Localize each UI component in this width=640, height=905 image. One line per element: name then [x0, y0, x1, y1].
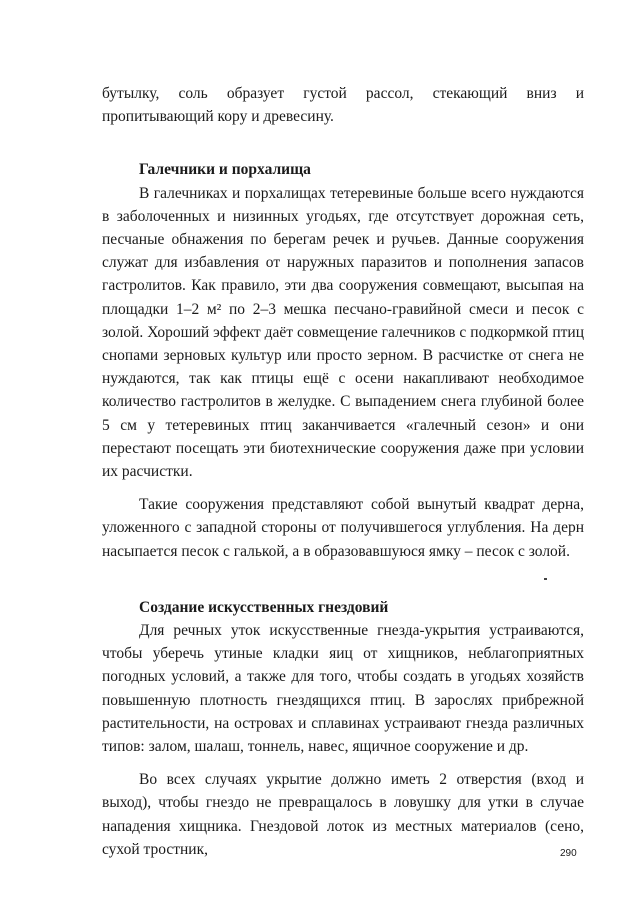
text-block	[102, 82, 584, 861]
section-heading-pebbles: Галечники и порхалища	[139, 161, 311, 179]
intro-paragraph: бутылку, соль образует густой рассол, стекающий вниз и пропитывающий кору и древесину.	[102, 85, 584, 126]
paragraph: Такие сооружения представляют собой вынутый квадрат дерна, уложенного с западной стороны от получившегося углубления. На дерн насыпается песок с галькой, а в образовавшуюся ямку – песок с золой.	[102, 496, 584, 560]
paragraph: В галечниках и порхалищах тетеревиные больше всего нуждаются в заболоченных и низинных угодьях, где отсутствует дорожная сеть, песчаные обнажения по берегам речек и ручьев. Данные сооружения служат для избавления от наружных паразитов и пополнения запасов гастролитов. Как правило, эти два сооружения совмещают, высыпая на площадки 1–2 м² по 2–3 мешка песчано-гравийной смеси и песок с золой. Хороший эффект даёт совмещение галечников с подкормкой птиц снопами зерновых культур или просто зерном. В расчистке от снега не нуждаются, так как птицы ещё с осени накапливают необходимое количество гастролитов в желудке. С выпадением снега глубиной более 5 см у тетеревиных птиц заканчивается «галечный сезон» и они перестают посещать эти биотехнические сооружения даже при условии их расчистки.	[102, 184, 584, 481]
paragraph: Для речных уток искусственные гнезда-укрытия устраиваются, чтобы уберечь утиные кладки яиц от хищников, неблагоприятных погодных условий, а также для того, чтобы создать в угодьях хозяйств повышенную плотность гнездящихся птиц. В зарослях прибрежной растительности, на островах и сплавинах устраивают гнезда различных типов: залом, шалаш, тоннель, навес, ящичное сооружение и др.	[102, 622, 584, 756]
scan-speck	[544, 578, 547, 580]
section-heading-nests: Создание искусственных гнездовий	[139, 598, 389, 616]
page-number: 290	[560, 848, 577, 859]
paragraph: Во всех случаях укрытие должно иметь 2 отверстия (вход и выход), чтобы гнездо не превращалось в ловушку для утки в случае нападения хищника. Гнездовой лоток из местных материалов (сено, сухой тростник,	[102, 771, 584, 858]
